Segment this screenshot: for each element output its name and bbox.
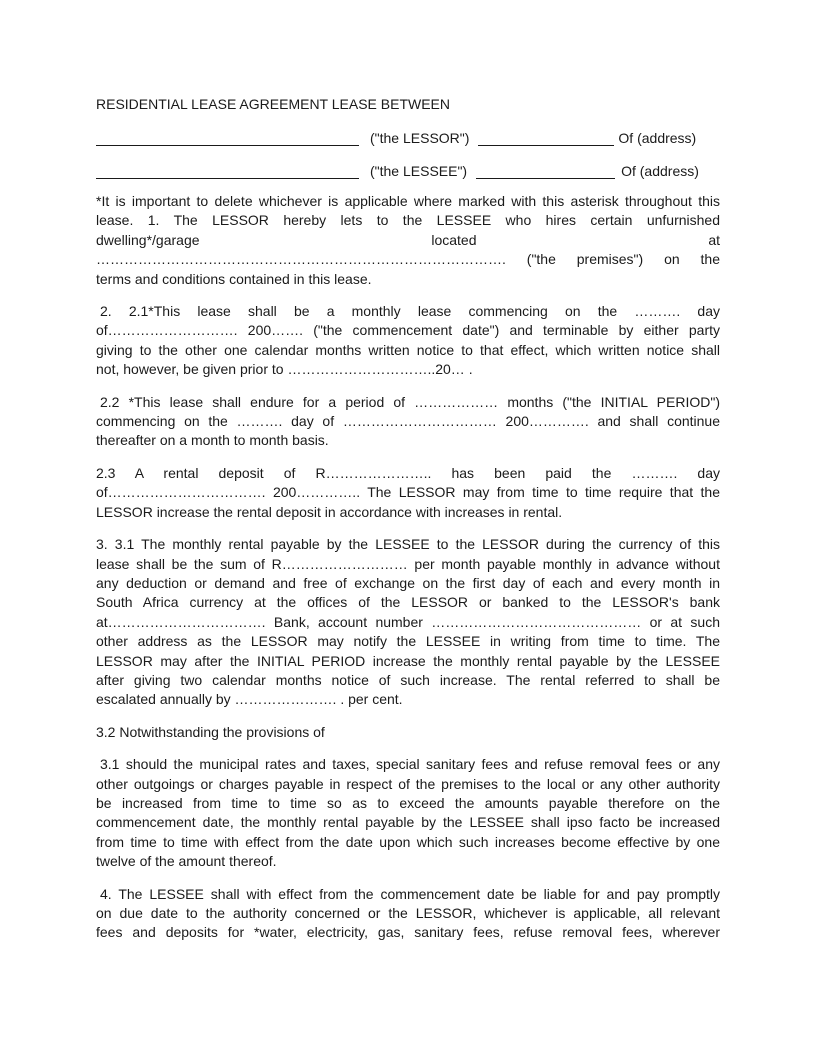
- clause-line: twelve of the amount thereof.: [96, 853, 277, 870]
- lessee-name-blank: [96, 163, 359, 179]
- clause-line: any deduction or demand and free of exchange on the first day of each and every month in: [96, 574, 720, 591]
- clause-line: lease shall be the sum of R……………………… per month payable monthly in advance without: [96, 555, 720, 572]
- clause-line: giving to the other one calendar months written notice to that effect, which written notice shall: [96, 341, 720, 358]
- intro-line: *It is important to delete whichever is applicable where marked with this asterisk throughout this: [96, 193, 720, 209]
- clause-line: of………………………. 200……. ("the commencement date") and terminable by either party: [96, 322, 720, 339]
- clause-line: 2. 2.1*This lease shall be a monthly lease commencing on the ………. day: [100, 303, 720, 320]
- clause-line: of……………………………. 200………….. The LESSOR may from time to time require that the: [96, 484, 720, 501]
- clause-3-1: [96, 535, 720, 710]
- lessee-line: [96, 159, 720, 179]
- lessee-address-blank: [476, 163, 615, 179]
- clause-line: South Africa currency at the offices of the LESSOR or banked to the LESSOR's bank: [96, 594, 720, 611]
- clause-line: escalated annually by …………………. . per cent.: [96, 691, 403, 708]
- clause-line: 4. The LESSEE shall with effect from the commencement date be liable for and pay promptly: [100, 885, 720, 902]
- clause-line: LESSOR may after the INITIAL PERIOD increase the monthly rental payable by the LESSEE: [96, 652, 720, 669]
- clause-2-3: [96, 464, 720, 522]
- clause-line: at……………………………. Bank, account number ……………………………………… or at such: [96, 613, 720, 630]
- clause-line: after giving two calendar months notice of such increase. The rental referred to shall be: [96, 671, 720, 688]
- clause-line: 2.2 *This lease shall endure for a period of ……………… months ("the INITIAL PERIOD"): [100, 393, 720, 410]
- clause-line: 3.2 Notwithstanding the provisions of: [96, 723, 325, 740]
- clause-line: not, however, be given prior to …………………………..20… .: [96, 361, 473, 378]
- clause-3-2: [96, 723, 720, 742]
- clause-line: from time to time with effect from the date upon which such increases become effective by one: [96, 833, 720, 850]
- intro-line: terms and conditions contained in this lease.: [96, 270, 372, 287]
- lessee-address-label: Of (address): [621, 163, 699, 179]
- clause-line: be increased from time to time so as to exceed the amounts payable therefore on the: [96, 794, 720, 811]
- clause-2-2: [96, 393, 720, 451]
- clause-4: [96, 885, 720, 943]
- clause-line: 2.3 A rental deposit of R………………….. has been paid the ………. day: [96, 464, 720, 481]
- clause-2-1: [96, 302, 720, 380]
- intro-line: ……………………………………………………………………………. ("the premises") on the: [96, 251, 720, 268]
- clause-line: commencement date, the monthly rental payable by the LESSEE shall ipso facto be increased: [96, 814, 720, 831]
- intro-line: lease. 1. The LESSOR hereby lets to the LESSEE who hires certain unfurnished: [96, 212, 720, 229]
- clause-line: thereafter on a month to month basis.: [96, 432, 329, 449]
- clause-line: 3.1 should the municipal rates and taxes, special sanitary fees and refuse removal fees or any: [100, 756, 720, 773]
- clause-line: commencing on the ………. day of …………………………… 200…………. and shall continue: [96, 413, 720, 430]
- lessor-line: [96, 126, 720, 146]
- clause-line: LESSOR increase the rental deposit in accordance with increases in rental.: [96, 503, 563, 520]
- lessor-name-blank: [96, 130, 359, 146]
- lessee-role-label: ("the LESSEE"): [370, 163, 468, 179]
- intro-paragraph: [96, 192, 720, 289]
- clause-line: 3. 3.1 The monthly rental payable by the LESSEE to the LESSOR during the currency of this: [96, 536, 720, 553]
- intro-line: dwelling*/garage located at: [96, 231, 720, 248]
- lessor-address-label: Of (address): [618, 130, 697, 146]
- clause-line: other outgoings or charges payable in respect of the premises to the local or any other authority: [96, 775, 720, 792]
- clause-3-1-sub: [96, 755, 720, 871]
- lessor-role-label: ("the LESSOR"): [370, 130, 470, 146]
- clause-line: fees and deposits for *water, electricity, gas, sanitary fees, refuse removal fees, wherever: [96, 924, 720, 941]
- clause-line: other address as the LESSOR may notify the LESSEE in writing from time to time. The: [96, 633, 720, 650]
- clause-line: on due date to the authority concerned or the LESSOR, whichever is applicable, all relevant: [96, 905, 720, 921]
- document-title: RESIDENTIAL LEASE AGREEMENT LEASE BETWEEN: [96, 96, 450, 112]
- lessor-address-blank: [478, 130, 614, 146]
- document-page: [96, 94, 720, 956]
